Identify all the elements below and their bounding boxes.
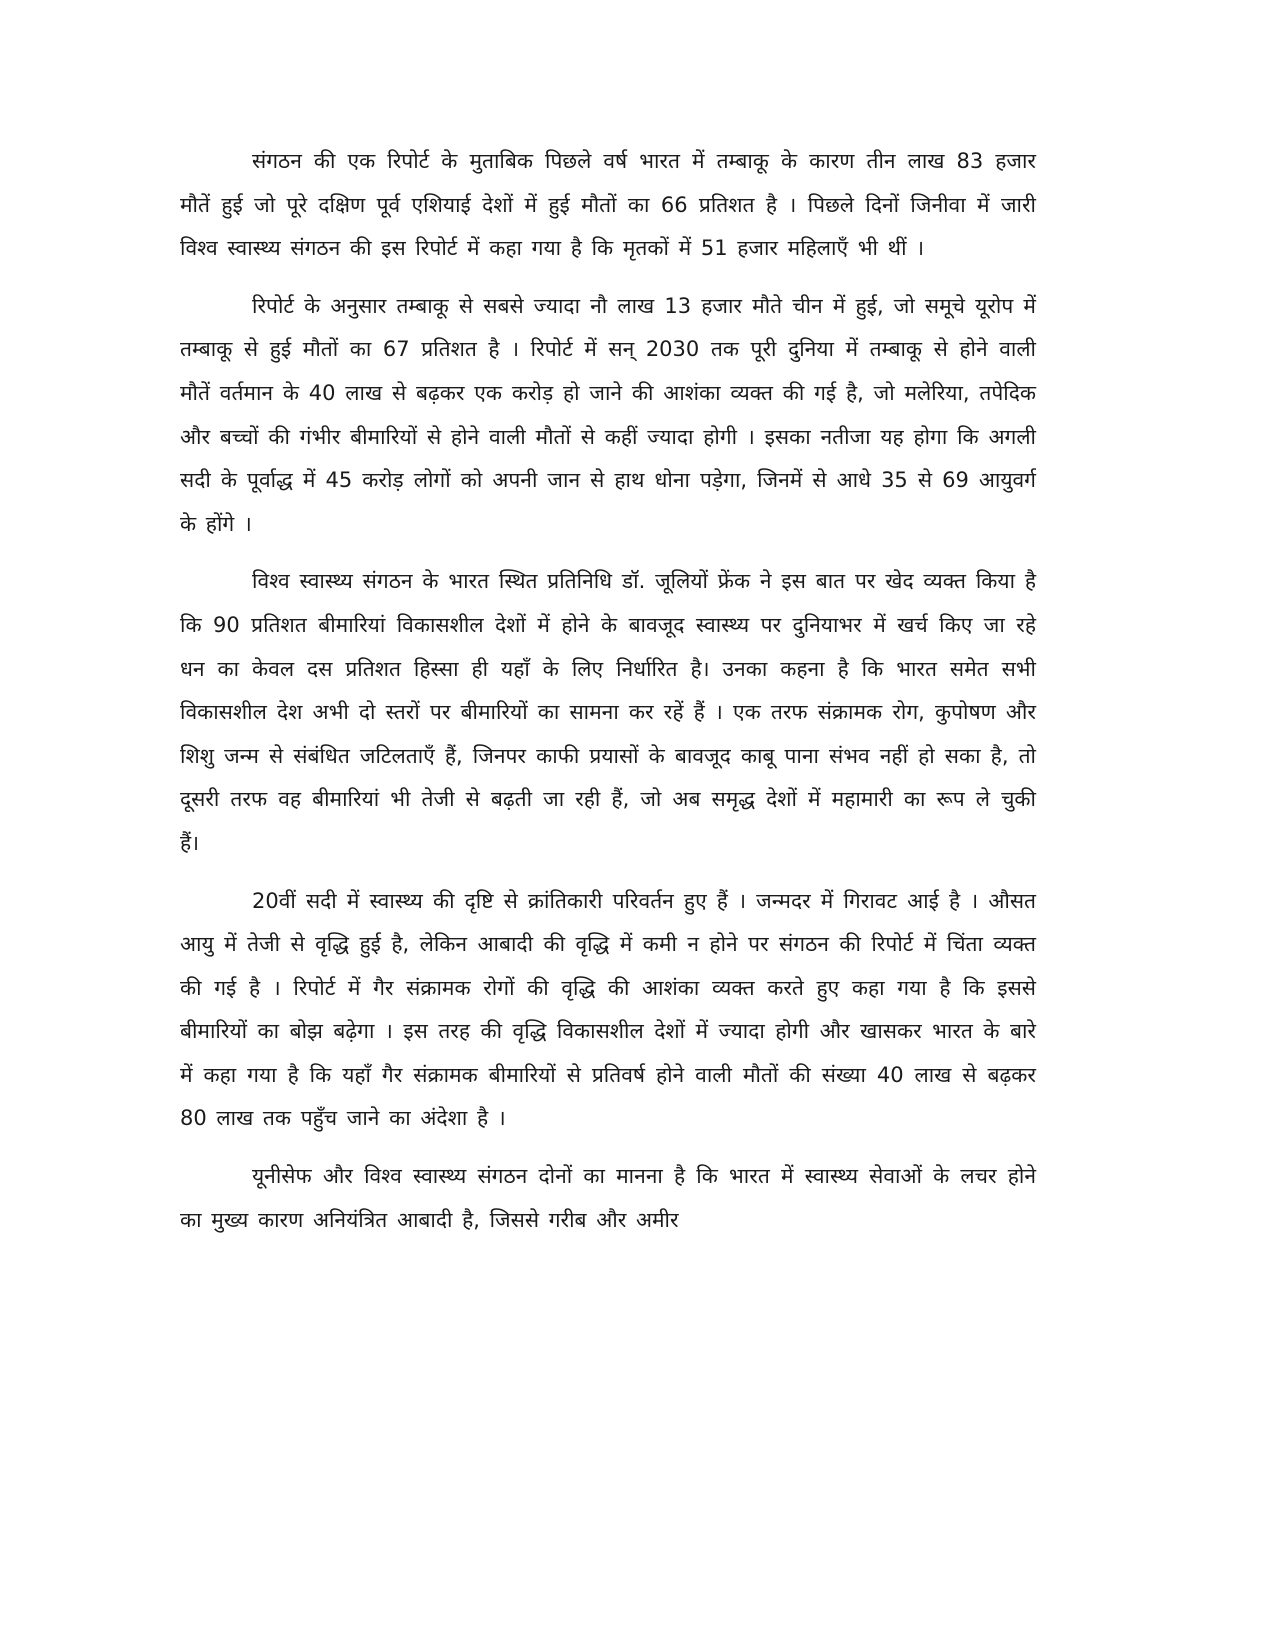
paragraph-20th-century-health: 20वीं सदी में स्वास्थ्य की दृष्टि से क्रांतिकारी परिवर्तन हुए हैं । जन्मदर में गिरावट आई है । औसत आयु में तेजी से वृद्धि हुई है, लेकिन आबादी की वृद्धि में कमी न होने पर संगठन की रिपोर्ट में चिंता व्यक्त की गई है । रिपोर्ट में गैर संक्रामक रोगों की वृद्धि की आशंका व्यक्त करते हुए कहा गया है कि इससे बीमारियों का बोझ बढ़ेगा । इस तरह की वृद्धि विकासशील देशों में ज्यादा होगी और खासकर भारत के बारे में कहा गया है कि यहाँ गैर संक्रामक बीमारियों से प्रतिवर्ष होने वाली मौतों की संख्या 40 लाख से बढ़कर 80 लाख तक पहुँच जाने का अंदेशा है । [180, 888, 1036, 1131]
paragraph-tobacco-deaths-india: संगठन की एक रिपोर्ट के मुताबिक पिछले वर्ष भारत में तम्बाकू के कारण तीन लाख 83 हजार मौतें हुई जो पूरे दक्षिण पूर्व एशियाई देशों में हुई मौतों का 66 प्रतिशत है । पिछले दिनों जिनीवा में जारी विश्व स्वास्थ्य संगठन की इस रिपोर्ट में कहा गया है कि मृतकों में 51 हजार महिलाएँ भी थीं । [180, 149, 1036, 261]
body-text [180, 140, 1036, 1256]
paragraph-unicef-population: यूनीसेफ और विश्व स्वास्थ्य संगठन दोनों का मानना है कि भारत में स्वास्थ्य सेवाओं के लचर होने का मुख्य कारण अनियंत्रित आबादी है, जिससे गरीब और अमीर [180, 1164, 1036, 1232]
paragraph-who-representative: विश्व स्वास्थ्य संगठन के भारत स्थित प्रतिनिधि डॉ. जूलियों फ्रेंक ने इस बात पर खेद व्यक्त किया है कि 90 प्रतिशत बीमारियां विकासशील देशों में होने के बावजूद स्वास्थ्य पर दुनियाभर में खर्च किए जा रहे धन का केवल दस प्रतिशत हिस्सा ही यहाँ के लिए निर्धारित है। उनका कहना है कि भारत समेत सभी विकासशील देश अभी दो स्तरों पर बीमारियों का सामना कर रहें हैं । एक तरफ संक्रामक रोग, कुपोषण और शिशु जन्म से संबंधित जटिलताएँ हैं, जिनपर काफी प्रयासों के बावजूद काबू पाना संभव नहीं हो सका है, तो दूसरी तरफ वह बीमारियां भी तेजी से बढ़ती जा रही हैं, जो अब समृद्ध देशों में महामारी का रूप ले चुकी हैं। [180, 569, 1036, 855]
paragraph-tobacco-deaths-china: रिपोर्ट के अनुसार तम्बाकू से सबसे ज्यादा नौ लाख 13 हजार मौते चीन में हुई, जो समूचे यूरोप में तम्बाकू से हुई मौतों का 67 प्रतिशत है । रिपोर्ट में सन् 2030 तक पूरी दुनिया में तम्बाकू से होने वाली मौतें वर्तमान के 40 लाख से बढ़कर एक करोड़ हो जाने की आशंका व्यक्त की गई है, जो मलेरिया, तपेदिक और बच्चों की गंभीर बीमारियों से होने वाली मौतों से कहीं ज्यादा होगी । इसका नतीजा यह होगा कि अगली सदी के पूर्वाद्ध में 45 करोड़ लोगों को अपनी जान से हाथ धोना पड़ेगा, जिनमें से आधे 35 से 69 आयुवर्ग के होंगे । [180, 293, 1036, 536]
